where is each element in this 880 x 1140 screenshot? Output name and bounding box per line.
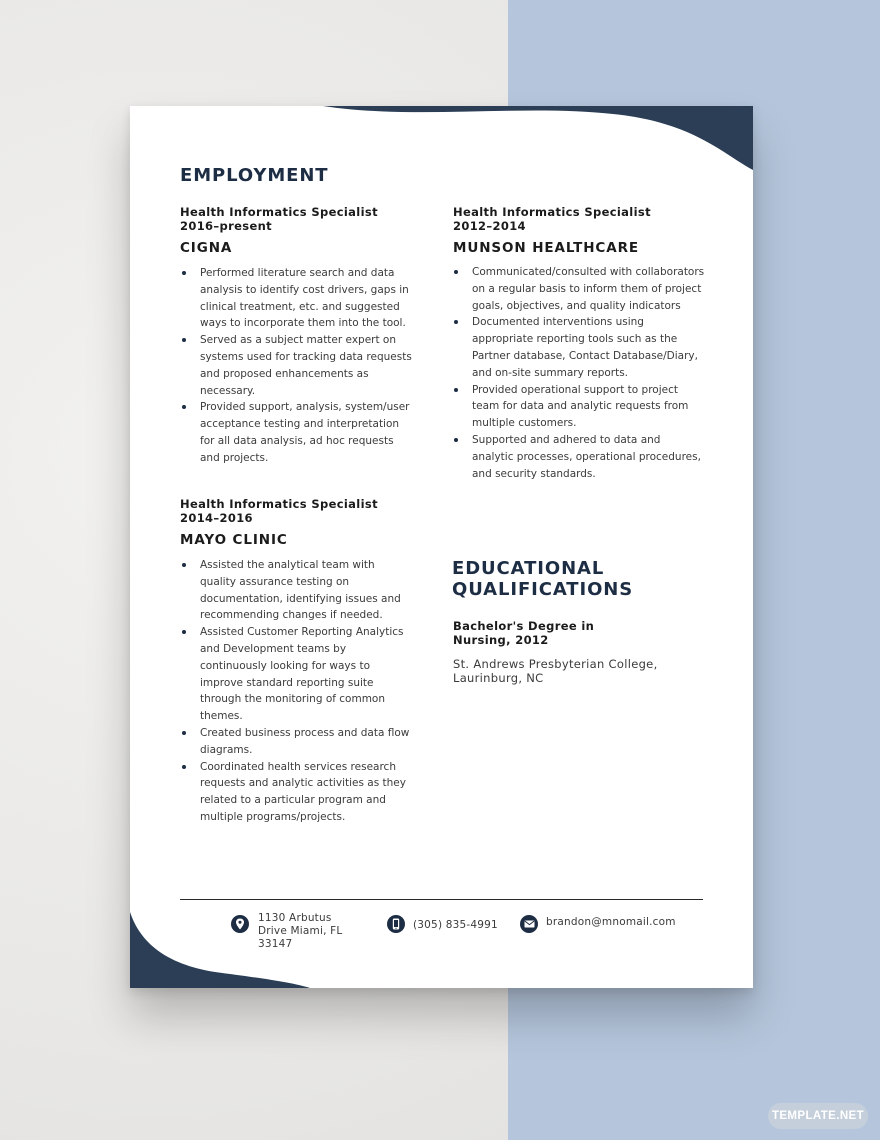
company-name: CIGNA [180, 240, 233, 256]
template-net-watermark: TEMPLATE.NET [768, 1103, 868, 1129]
bullet-item: Assisted Customer Reporting Analytics and Development teams by continuously looking for ways to improve standard reporting suite through the monitoring of common themes. [181, 624, 413, 725]
job-title [180, 497, 378, 525]
contact-phone: (305) 835-4991 [413, 919, 498, 931]
company-name: MAYO CLINIC [180, 532, 288, 548]
contact-address: 1130 Arbutus Drive Miami, FL 33147 [258, 912, 343, 950]
bullet-item: Communicated/consulted with collaborators on a regular basis to inform them of project goals, objectives, and quality indicators [453, 264, 705, 314]
footer-divider [180, 899, 703, 900]
job-bullets [453, 264, 705, 482]
bullet-item: Provided support, analysis, system/user acceptance testing and interpretation for all data analysis, ad hoc requests and projects. [181, 399, 413, 466]
contact-email: brandon@mnomail.com [546, 916, 676, 928]
bullet-item: Assisted the analytical team with quality assurance testing on documentation, identifying issues and recommending changes if needed. [181, 557, 413, 624]
education-degree: Bachelor's Degree in Nursing, 2012 [453, 619, 595, 647]
bullet-item: Served as a subject matter expert on systems used for tracking data requests and proposed enhancements as necessary. [181, 332, 413, 399]
bullet-item: Supported and adhered to data and analytic processes, operational procedures, and security standards. [453, 432, 705, 482]
job-title-text: Health Informatics Specialist [180, 497, 378, 511]
phone-icon [387, 915, 405, 933]
top-wave-decoration [323, 106, 753, 170]
job-title [180, 205, 378, 233]
email-icon [520, 915, 538, 933]
bullet-item: Provided operational support to project team for data and analytic requests from multiple customers. [453, 382, 705, 432]
job-dates: 2016–present [180, 219, 272, 233]
location-pin-icon [231, 915, 249, 933]
job-bullets [181, 265, 413, 467]
bullet-item: Created business process and data flow diagrams. [181, 725, 413, 759]
bullet-item: Coordinated health services research requests and analytic activities as they related to a particular program and multiple programs/projects. [181, 759, 413, 826]
education-school: St. Andrews Presbyterian College, Laurinburg, NC [453, 657, 658, 685]
employment-heading: EMPLOYMENT [180, 165, 329, 186]
bullet-item: Documented interventions using appropriate reporting tools such as the Partner database, Contact Database/Diary, and on-site summary reports. [453, 314, 705, 381]
resume-page [130, 106, 753, 988]
education-heading: EDUCATIONAL QUALIFICATIONS [452, 558, 634, 600]
job-bullets [181, 557, 413, 826]
job-dates: 2014–2016 [180, 511, 253, 525]
job-title [453, 205, 651, 233]
job-title-text: Health Informatics Specialist [180, 205, 378, 219]
bullet-item: Performed literature search and data analysis to identify cost drivers, gaps in clinical treatment, etc. and suggested ways to incorporate them into the tool. [181, 265, 413, 332]
job-title-text: Health Informatics Specialist [453, 205, 651, 219]
company-name: MUNSON HEALTHCARE [453, 240, 640, 256]
job-dates: 2012–2014 [453, 219, 526, 233]
